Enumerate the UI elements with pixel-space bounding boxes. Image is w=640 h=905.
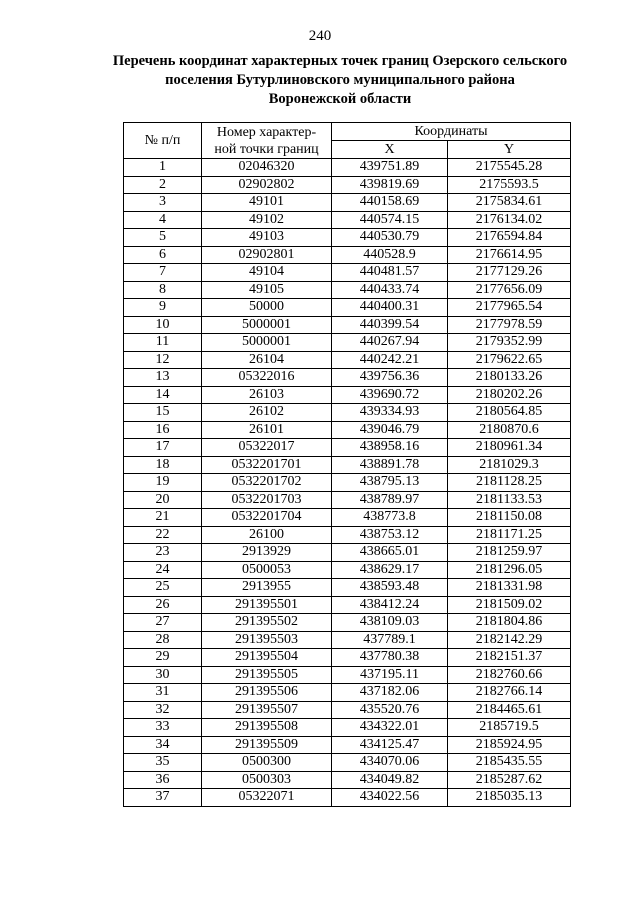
cell-row-number: 22 — [124, 526, 202, 544]
table-row — [124, 194, 571, 212]
cell-x: 439046.79 — [332, 421, 448, 439]
cell-point-number: 49103 — [202, 229, 332, 247]
header-y: Y — [448, 141, 571, 159]
cell-row-number: 12 — [124, 351, 202, 369]
cell-point-number: 291395509 — [202, 736, 332, 754]
cell-row-number: 31 — [124, 684, 202, 702]
cell-x: 434049.82 — [332, 771, 448, 789]
cell-row-number: 11 — [124, 334, 202, 352]
cell-y: 2181296.05 — [448, 561, 571, 579]
table-row — [124, 421, 571, 439]
cell-row-number: 9 — [124, 299, 202, 317]
table-row — [124, 299, 571, 317]
cell-point-number: 291395505 — [202, 666, 332, 684]
cell-row-number: 16 — [124, 421, 202, 439]
cell-row-number: 4 — [124, 211, 202, 229]
cell-y: 2180133.26 — [448, 369, 571, 387]
cell-point-number: 291395508 — [202, 719, 332, 737]
table-row — [124, 509, 571, 527]
document-title — [100, 52, 580, 109]
cell-x: 434070.06 — [332, 754, 448, 772]
cell-x: 439690.72 — [332, 386, 448, 404]
table-row — [124, 789, 571, 807]
cell-row-number: 26 — [124, 596, 202, 614]
header-point-line-1: Номер характер- — [216, 124, 317, 140]
table-row — [124, 176, 571, 194]
cell-y: 2185924.95 — [448, 736, 571, 754]
cell-point-number: 291395504 — [202, 649, 332, 667]
cell-row-number: 25 — [124, 579, 202, 597]
cell-y: 2184465.61 — [448, 701, 571, 719]
cell-x: 437182.06 — [332, 684, 448, 702]
cell-y: 2177978.59 — [448, 316, 571, 334]
cell-point-number: 291395502 — [202, 614, 332, 632]
table-row — [124, 754, 571, 772]
cell-row-number: 15 — [124, 404, 202, 422]
cell-row-number: 14 — [124, 386, 202, 404]
cell-x: 440528.9 — [332, 246, 448, 264]
cell-y: 2180961.34 — [448, 439, 571, 457]
cell-y: 2182142.29 — [448, 631, 571, 649]
table-row — [124, 334, 571, 352]
table-row — [124, 159, 571, 177]
table-row — [124, 561, 571, 579]
cell-y: 2181171.25 — [448, 526, 571, 544]
cell-point-number: 291395501 — [202, 596, 332, 614]
cell-point-number: 0500300 — [202, 754, 332, 772]
cell-row-number: 10 — [124, 316, 202, 334]
cell-row-number: 1 — [124, 159, 202, 177]
cell-row-number: 37 — [124, 789, 202, 807]
cell-row-number: 18 — [124, 456, 202, 474]
table-row — [124, 351, 571, 369]
cell-y: 2180564.85 — [448, 404, 571, 422]
table-row — [124, 544, 571, 562]
cell-x: 440267.94 — [332, 334, 448, 352]
cell-x: 438665.01 — [332, 544, 448, 562]
table-row — [124, 736, 571, 754]
table-row — [124, 229, 571, 247]
cell-y: 2175545.28 — [448, 159, 571, 177]
cell-x: 438412.24 — [332, 596, 448, 614]
cell-x: 437780.38 — [332, 649, 448, 667]
cell-x: 434322.01 — [332, 719, 448, 737]
cell-x: 440399.54 — [332, 316, 448, 334]
cell-y: 2185719.5 — [448, 719, 571, 737]
cell-y: 2182760.66 — [448, 666, 571, 684]
cell-x: 440433.74 — [332, 281, 448, 299]
cell-x: 439334.93 — [332, 404, 448, 422]
cell-point-number: 26104 — [202, 351, 332, 369]
table-header — [124, 123, 571, 159]
cell-y: 2175834.61 — [448, 194, 571, 212]
cell-x: 440481.57 — [332, 264, 448, 282]
cell-x: 438795.13 — [332, 474, 448, 492]
cell-point-number: 49102 — [202, 211, 332, 229]
table-row — [124, 316, 571, 334]
table-row — [124, 719, 571, 737]
table-row — [124, 701, 571, 719]
cell-y: 2177129.26 — [448, 264, 571, 282]
cell-y: 2181509.02 — [448, 596, 571, 614]
cell-x: 434125.47 — [332, 736, 448, 754]
cell-point-number: 02046320 — [202, 159, 332, 177]
cell-row-number: 36 — [124, 771, 202, 789]
cell-x: 440530.79 — [332, 229, 448, 247]
cell-point-number: 02902801 — [202, 246, 332, 264]
cell-y: 2181259.97 — [448, 544, 571, 562]
table-row — [124, 579, 571, 597]
cell-y: 2181133.53 — [448, 491, 571, 509]
header-x: X — [332, 141, 448, 159]
cell-y: 2180202.26 — [448, 386, 571, 404]
cell-x: 438109.03 — [332, 614, 448, 632]
table-row — [124, 264, 571, 282]
cell-point-number: 50000 — [202, 299, 332, 317]
cell-point-number: 291395503 — [202, 631, 332, 649]
table-row — [124, 456, 571, 474]
cell-x: 437195.11 — [332, 666, 448, 684]
cell-row-number: 13 — [124, 369, 202, 387]
cell-point-number: 2913955 — [202, 579, 332, 597]
cell-row-number: 2 — [124, 176, 202, 194]
cell-y: 2181804.86 — [448, 614, 571, 632]
cell-y: 2182151.37 — [448, 649, 571, 667]
cell-x: 439756.36 — [332, 369, 448, 387]
table-row — [124, 474, 571, 492]
cell-x: 438773.8 — [332, 509, 448, 527]
cell-row-number: 6 — [124, 246, 202, 264]
cell-x: 439751.89 — [332, 159, 448, 177]
table-row — [124, 491, 571, 509]
cell-point-number: 5000001 — [202, 334, 332, 352]
cell-y: 2181150.08 — [448, 509, 571, 527]
cell-row-number: 29 — [124, 649, 202, 667]
cell-row-number: 24 — [124, 561, 202, 579]
cell-x: 438958.16 — [332, 439, 448, 457]
cell-x: 440158.69 — [332, 194, 448, 212]
table-row — [124, 771, 571, 789]
cell-y: 2175593.5 — [448, 176, 571, 194]
table-row — [124, 666, 571, 684]
cell-x: 435520.76 — [332, 701, 448, 719]
cell-y: 2181331.98 — [448, 579, 571, 597]
cell-row-number: 34 — [124, 736, 202, 754]
cell-row-number: 32 — [124, 701, 202, 719]
table-row — [124, 369, 571, 387]
cell-row-number: 8 — [124, 281, 202, 299]
cell-y: 2179622.65 — [448, 351, 571, 369]
cell-x: 438593.48 — [332, 579, 448, 597]
table-row — [124, 649, 571, 667]
cell-y: 2185035.13 — [448, 789, 571, 807]
header-point-line-2: ной точки границ — [214, 141, 319, 157]
table-row — [124, 246, 571, 264]
cell-point-number: 291395507 — [202, 701, 332, 719]
table-row — [124, 596, 571, 614]
cell-point-number: 26103 — [202, 386, 332, 404]
cell-point-number: 26101 — [202, 421, 332, 439]
cell-point-number: 0532201702 — [202, 474, 332, 492]
cell-point-number: 2913929 — [202, 544, 332, 562]
cell-y: 2180870.6 — [448, 421, 571, 439]
cell-x: 440400.31 — [332, 299, 448, 317]
cell-y: 2179352.99 — [448, 334, 571, 352]
header-point-number — [202, 123, 332, 159]
cell-row-number: 5 — [124, 229, 202, 247]
cell-point-number: 0532201704 — [202, 509, 332, 527]
cell-row-number: 27 — [124, 614, 202, 632]
table-row — [124, 439, 571, 457]
header-coordinates: Координаты — [332, 123, 571, 141]
page-number: 240 — [308, 28, 332, 44]
cell-y: 2177965.54 — [448, 299, 571, 317]
table-row — [124, 631, 571, 649]
cell-x: 434022.56 — [332, 789, 448, 807]
table-row — [124, 211, 571, 229]
cell-row-number: 19 — [124, 474, 202, 492]
cell-y: 2182766.14 — [448, 684, 571, 702]
cell-row-number: 20 — [124, 491, 202, 509]
cell-row-number: 3 — [124, 194, 202, 212]
cell-point-number: 49105 — [202, 281, 332, 299]
cell-row-number: 7 — [124, 264, 202, 282]
coordinates-table — [123, 122, 571, 807]
cell-row-number: 17 — [124, 439, 202, 457]
title-line-2: поселения Бутурлиновского муниципального района — [165, 72, 515, 88]
cell-point-number: 49104 — [202, 264, 332, 282]
table-row — [124, 684, 571, 702]
table-row — [124, 281, 571, 299]
cell-point-number: 02902802 — [202, 176, 332, 194]
cell-y: 2181029.3 — [448, 456, 571, 474]
table-row — [124, 404, 571, 422]
table-row — [124, 386, 571, 404]
cell-point-number: 05322017 — [202, 439, 332, 457]
title-line-3: Воронежской области — [268, 91, 412, 107]
cell-x: 440574.15 — [332, 211, 448, 229]
cell-point-number: 0532201703 — [202, 491, 332, 509]
cell-row-number: 33 — [124, 719, 202, 737]
cell-y: 2176614.95 — [448, 246, 571, 264]
cell-x: 439819.69 — [332, 176, 448, 194]
cell-point-number: 26102 — [202, 404, 332, 422]
cell-y: 2181128.25 — [448, 474, 571, 492]
cell-point-number: 49101 — [202, 194, 332, 212]
cell-row-number: 30 — [124, 666, 202, 684]
cell-row-number: 35 — [124, 754, 202, 772]
cell-y: 2176134.02 — [448, 211, 571, 229]
cell-point-number: 26100 — [202, 526, 332, 544]
cell-x: 437789.1 — [332, 631, 448, 649]
cell-x: 440242.21 — [332, 351, 448, 369]
cell-row-number: 23 — [124, 544, 202, 562]
cell-point-number: 291395506 — [202, 684, 332, 702]
cell-point-number: 5000001 — [202, 316, 332, 334]
table-row — [124, 614, 571, 632]
cell-y: 2177656.09 — [448, 281, 571, 299]
cell-x: 438891.78 — [332, 456, 448, 474]
cell-point-number: 0500303 — [202, 771, 332, 789]
cell-row-number: 21 — [124, 509, 202, 527]
cell-y: 2185435.55 — [448, 754, 571, 772]
cell-x: 438753.12 — [332, 526, 448, 544]
title-line-1: Перечень координат характерных точек границ Озерского сельского — [112, 53, 568, 69]
cell-x: 438629.17 — [332, 561, 448, 579]
cell-point-number: 0500053 — [202, 561, 332, 579]
cell-row-number: 28 — [124, 631, 202, 649]
cell-point-number: 05322071 — [202, 789, 332, 807]
header-row-number: № п/п — [124, 123, 202, 159]
cell-point-number: 0532201701 — [202, 456, 332, 474]
cell-y: 2185287.62 — [448, 771, 571, 789]
cell-x: 438789.97 — [332, 491, 448, 509]
table-body — [124, 159, 571, 807]
table-row — [124, 526, 571, 544]
cell-y: 2176594.84 — [448, 229, 571, 247]
cell-point-number: 05322016 — [202, 369, 332, 387]
